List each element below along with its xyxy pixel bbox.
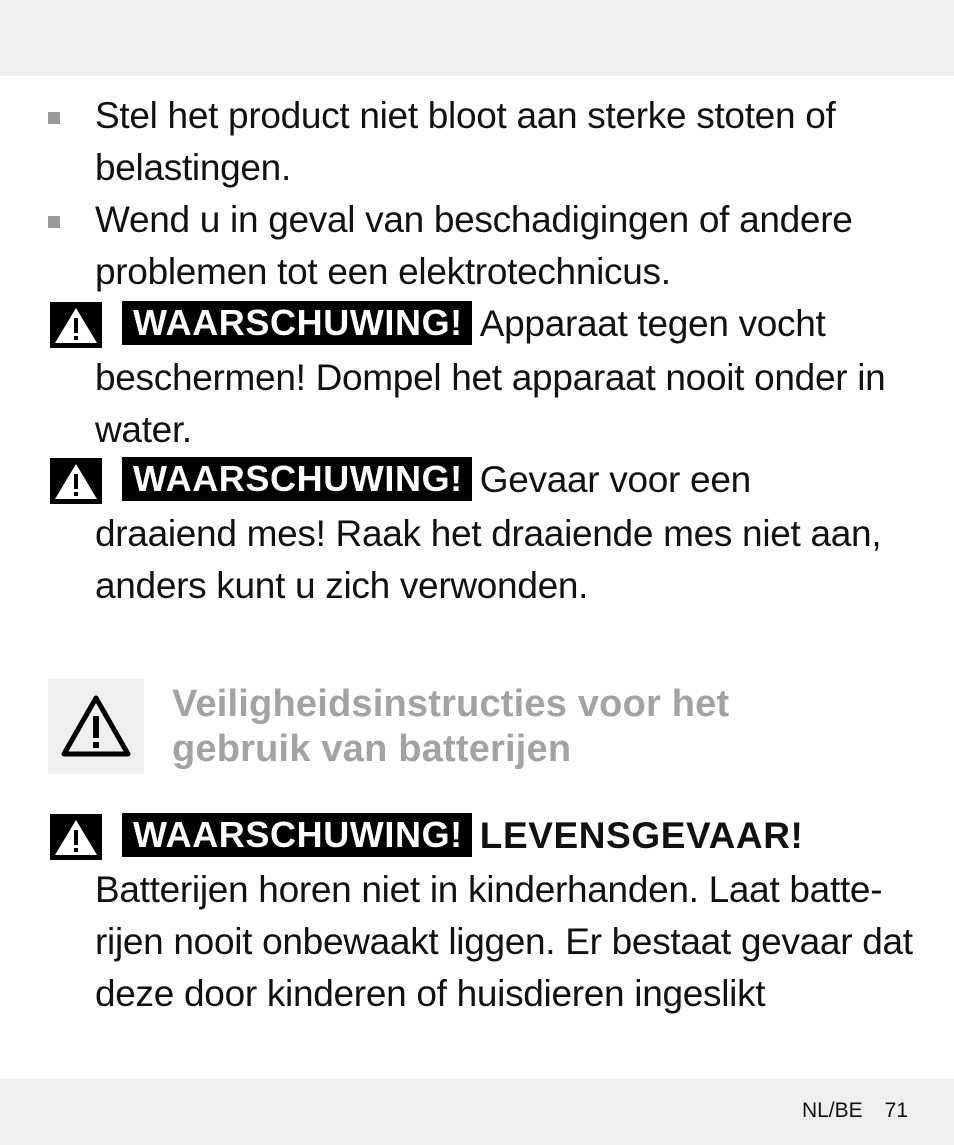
top-band (0, 0, 954, 76)
warning-label: WAARSCHUWING! (122, 457, 472, 501)
page-number: 71 (884, 1099, 908, 1122)
footer-language: NL/BE (801, 1099, 863, 1122)
warning-text: Gevaar voor een (479, 459, 751, 500)
bullet-square-icon (48, 112, 60, 124)
bullet-square-icon (48, 216, 60, 228)
warning-line (122, 298, 826, 350)
bullet-text: Stel het product niet bloot aan sterke stoten of belastingen. (95, 95, 836, 188)
section-heading (48, 678, 908, 774)
section-icon-box (48, 678, 144, 774)
warning-continuation: beschermen! Dompel het apparaat nooit onder in water. (95, 357, 886, 450)
warning-triangle-icon (48, 678, 144, 774)
warning-line (122, 810, 803, 862)
warning-text: LEVENSGEVAAR! (479, 815, 804, 856)
bullet-text: Wend u in geval van beschadigingen of andere problemen tot een elektrotechnicus. (95, 199, 853, 292)
warning-line (122, 454, 751, 506)
warning-label: WAARSCHUWING! (122, 813, 472, 857)
warning-text: Apparaat tegen vocht (479, 303, 826, 344)
warning-continuation: draaiend mes! Raak het draaiende mes niet aan, anders kunt u zich verwonden. (95, 513, 882, 606)
warning-continuation: Batterijen horen niet in kinderhanden. Laat batte-rijen nooit onbewaakt liggen. Er bestaat gevaar dat deze door kinderen of huisdieren ingeslikt (95, 869, 913, 1014)
warning-triangle-icon (50, 302, 102, 348)
warning-triangle-icon (50, 458, 102, 504)
page-footer (802, 1099, 908, 1123)
warning-triangle-icon (50, 814, 102, 860)
section-title: Veiligheidsinstructies voor het gebruik van batterijen (172, 683, 730, 770)
warning-label: WAARSCHUWING! (122, 301, 472, 345)
